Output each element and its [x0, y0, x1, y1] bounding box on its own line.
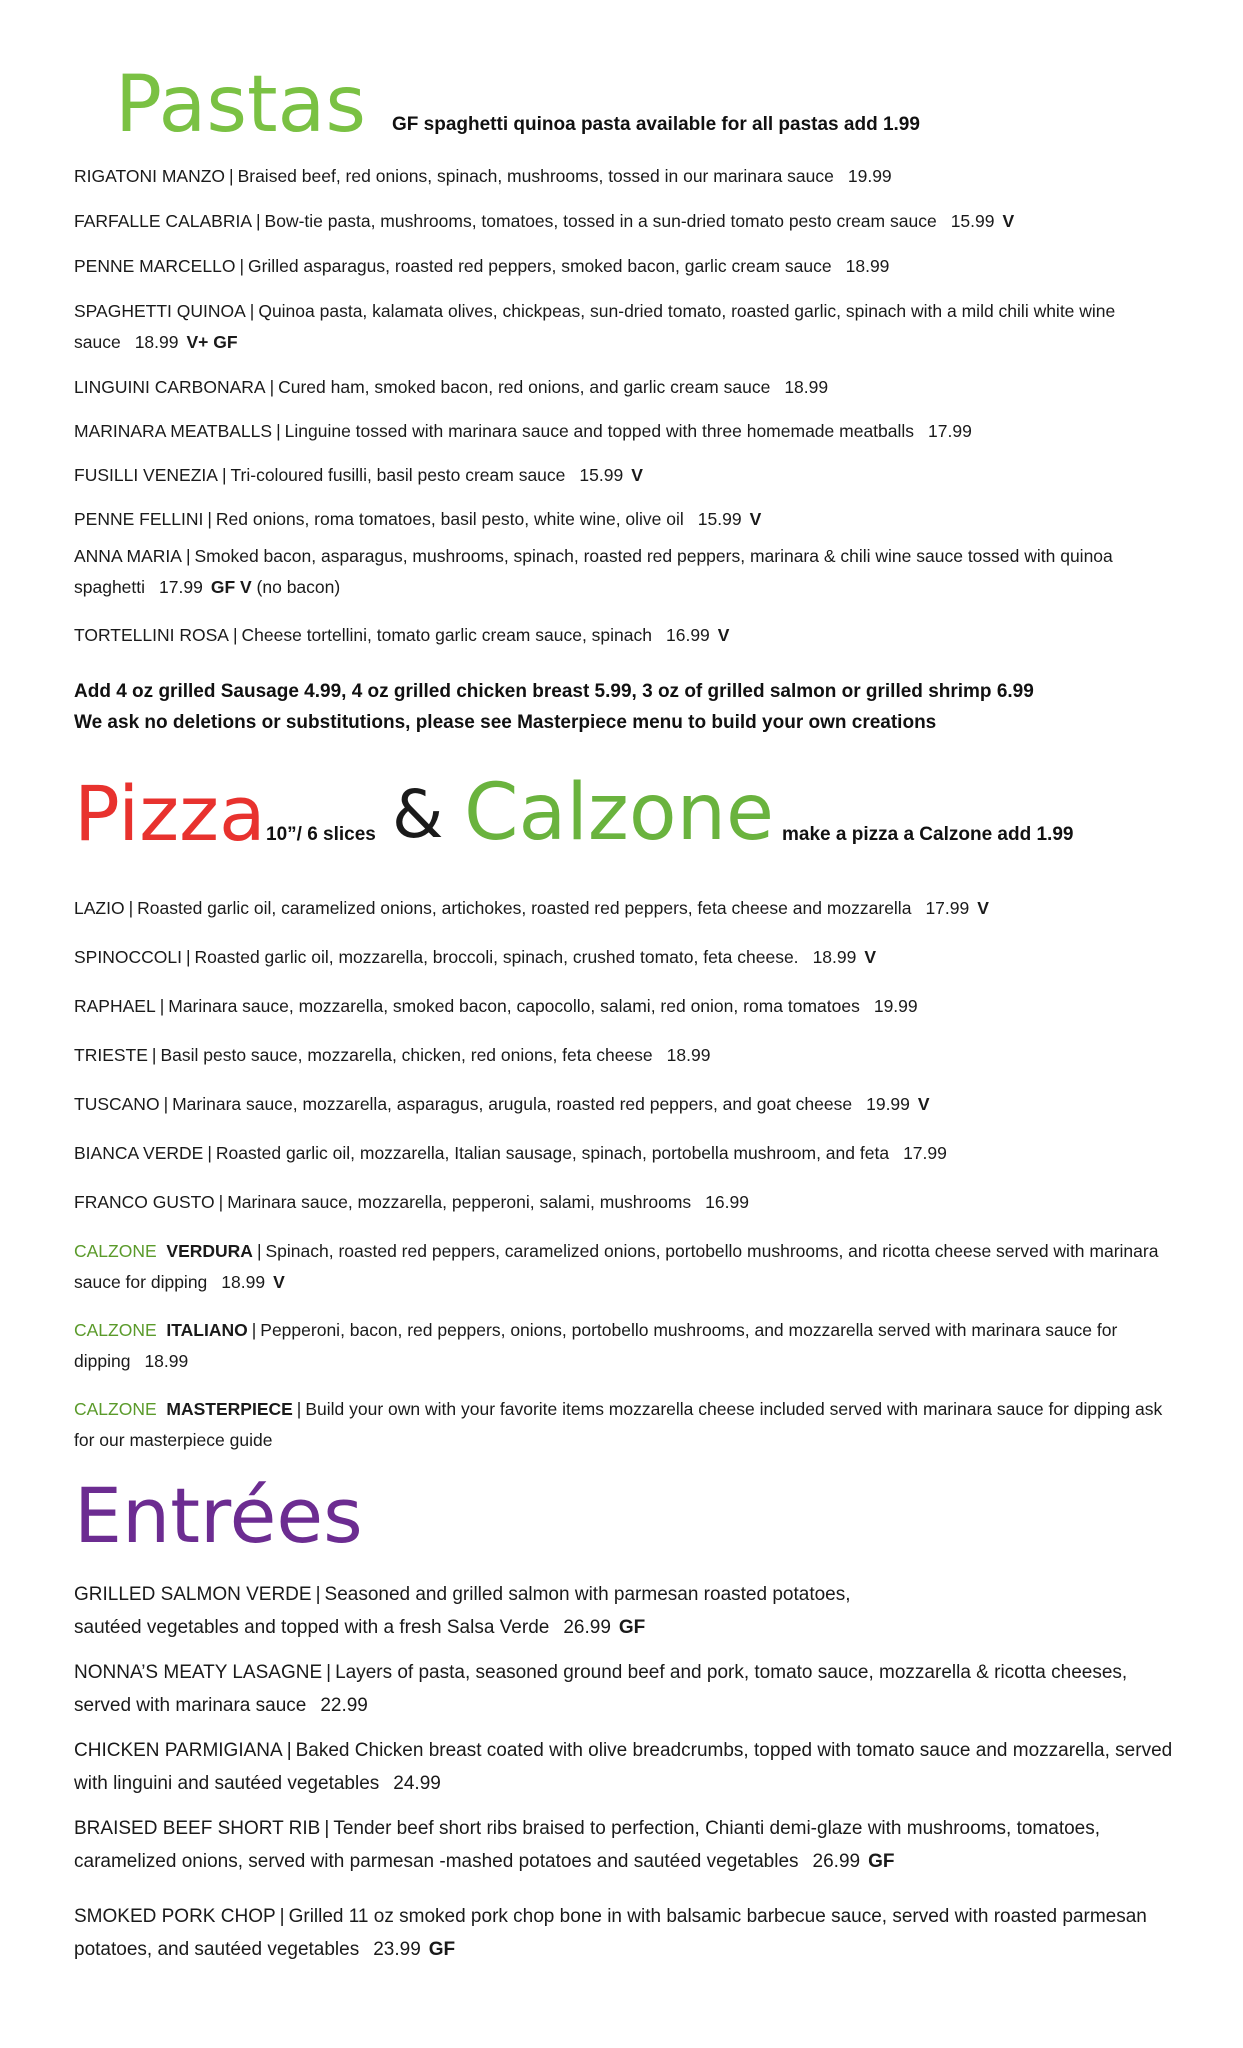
calzone-prefix: CALZONE — [74, 1241, 157, 1261]
item-price: 18.99 — [666, 1045, 711, 1065]
menu-item: LAZIO | Roasted garlic oil, caramelized onions, artichokes, roasted red peppers, feta cheese and mozzarella 17.99 V — [74, 898, 989, 918]
item-name: LINGUINI CARBONARA — [74, 377, 266, 397]
entrees-title: Entrées — [74, 1471, 363, 1560]
calzone-note: make a pizza a Calzone add 1.99 — [782, 824, 1074, 845]
item-desc: Cured ham, smoked bacon, red onions, and garlic cream sauce — [278, 377, 771, 397]
item-price: 17.99 — [903, 1143, 947, 1163]
item-name: MARINARA MEATBALLS — [74, 421, 273, 441]
item-tag-note: (no bacon) — [256, 577, 341, 597]
item-name: GRILLED SALMON VERDE — [74, 1584, 312, 1605]
item-name: RAPHAEL — [74, 996, 156, 1016]
item-name: PENNE MARCELLO — [74, 256, 236, 276]
item-tag: V+ GF — [186, 332, 238, 352]
item-desc: Roasted garlic oil, mozzarella, broccoli, spinach, crushed tomato, feta cheese. — [194, 947, 799, 967]
item-price: 23.99 — [373, 1939, 421, 1960]
item-tag: V — [977, 898, 989, 918]
item-desc: Grilled asparagus, roasted red peppers, smoked bacon, garlic cream sauce — [247, 256, 832, 276]
item-price: 15.99 — [579, 465, 624, 485]
item-name: PENNE FELLINI — [74, 509, 204, 529]
menu-item: FRANCO GUSTO | Marinara sauce, mozzarella, pepperoni, salami, mushrooms 16.99 — [74, 1192, 749, 1212]
item-name: TORTELLINI ROSA — [74, 625, 229, 645]
item-price: 18.99 — [221, 1272, 266, 1292]
item-price: 17.99 — [925, 898, 970, 918]
item-desc: Seasoned and grilled salmon with parmesan roasted potatoes, sautéed vegetables and topped with a fresh Salsa Verde — [74, 1584, 851, 1638]
item-price: 19.99 — [847, 166, 892, 186]
menu-item: TRIESTE | Basil pesto sauce, mozzarella, chicken, red onions, feta cheese 18.99 — [74, 1045, 711, 1065]
menu-item: ANNA MARIA | Smoked bacon, asparagus, mushrooms, spinach, roasted red peppers, marinara & chili wine sauce tossed with quinoa spaghetti 17.99 GF V (no bacon) — [74, 546, 1113, 597]
item-tag: GF — [868, 1851, 895, 1872]
menu-item: BIANCA VERDE | Roasted garlic oil, mozzarella, Italian sausage, spinach, portobella mushroom, and feta 17.99 — [74, 1143, 947, 1163]
item-tag: V — [864, 947, 877, 967]
pasta-add-ons: Add 4 oz grilled Sausage 4.99, 4 oz grilled chicken breast 5.99, 3 oz of grilled salmon or grilled shrimp 6.99 — [74, 681, 1034, 702]
calzone-prefix: CALZONE — [74, 1320, 157, 1340]
item-price: 19.99 — [873, 996, 918, 1016]
item-name: MASTERPIECE — [166, 1399, 293, 1419]
item-price: 15.99 — [950, 211, 995, 231]
pasta-policy: We ask no deletions or substitutions, please see Masterpiece menu to build your own creations — [74, 712, 937, 733]
item-name: SMOKED PORK CHOP — [74, 1906, 276, 1927]
item-desc: Build your own with your favorite items mozzarella cheese included served with marinara sauce for dipping ask for our masterpiece guide — [74, 1399, 1163, 1450]
calzone-prefix: CALZONE — [74, 1399, 157, 1419]
menu-item: SMOKED PORK CHOP | Grilled 11 oz smoked pork chop bone in with balsamic barbecue sauce, served with roasted parmesan potatoes, and sautéed vegetables 23.99 GF — [74, 1906, 1147, 1960]
item-name: LAZIO — [74, 898, 125, 918]
pizza-title: Pizza — [74, 769, 266, 858]
item-tag: V — [717, 625, 730, 645]
item-name: VERDURA — [166, 1241, 253, 1261]
menu-item: RAPHAEL | Marinara sauce, mozzarella, smoked bacon, capocollo, salami, red onion, roma tomatoes 19.99 — [74, 996, 918, 1016]
menu-item: RIGATONI MANZO | Braised beef, red onions, spinach, mushrooms, tossed in our marinara sauce 19.99 — [74, 166, 892, 186]
item-price: 17.99 — [159, 577, 203, 597]
item-price: 15.99 — [697, 509, 742, 529]
item-desc: Tender beef short ribs braised to perfection, Chianti demi-glaze with mushrooms, tomatoes, caramelized onions, served with parmesan -mashed potatoes and sautéed vegetables — [74, 1818, 1101, 1872]
menu-item: SPAGHETTI QUINOA | Quinoa pasta, kalamata olives, chickpeas, sun-dried tomato, roasted garlic, spinach with a mild chili white wine sauce 18.99 V+ GF — [74, 301, 1116, 352]
item-desc: Marinara sauce, mozzarella, pepperoni, salami, mushrooms — [227, 1192, 692, 1212]
item-price: 18.99 — [144, 1351, 189, 1371]
menu-item: PENNE MARCELLO | Grilled asparagus, roasted red peppers, smoked bacon, garlic cream sauce 18.99 — [74, 256, 890, 276]
item-name: BRAISED BEEF SHORT RIB — [74, 1818, 321, 1839]
calzone-item: CALZONE ITALIANO | Pepperoni, bacon, red peppers, onions, portobello mushrooms, and mozzarella served with marinara sauce for dipping 18.99 — [74, 1320, 1118, 1371]
pastas-gf-note: GF spaghetti quinoa pasta available for all pastas add 1.99 — [392, 114, 920, 135]
item-desc: Basil pesto sauce, mozzarella, chicken, red onions, feta cheese — [160, 1045, 653, 1065]
item-desc: Smoked bacon, asparagus, mushrooms, spinach, roasted red peppers, marinara & chili wine sauce tossed with quinoa spaghetti — [74, 546, 1113, 597]
menu-item: TUSCANO | Marinara sauce, mozzarella, asparagus, arugula, roasted red peppers, and goat cheese 19.99 V — [74, 1094, 930, 1114]
item-price: 16.99 — [666, 625, 710, 645]
menu-item: FUSILLI VENEZIA | Tri-coloured fusilli, basil pesto cream sauce 15.99 V — [74, 465, 643, 485]
calzone-item: CALZONE VERDURA | Spinach, roasted red peppers, caramelized onions, portobello mushrooms, and ricotta cheese served with marinara sauce for dipping 18.99 V — [74, 1241, 1159, 1292]
item-desc: Roasted garlic oil, caramelized onions, artichokes, roasted red peppers, feta cheese and mozzarella — [137, 898, 912, 918]
item-desc: Grilled 11 oz smoked pork chop bone in with balsamic barbecue sauce, served with roasted parmesan potatoes, and sautéed vegetables — [74, 1906, 1147, 1960]
item-price: 22.99 — [320, 1695, 368, 1716]
item-desc: Tri-coloured fusilli, basil pesto cream sauce — [230, 465, 566, 485]
item-desc: Pepperoni, bacon, red peppers, onions, portobello mushrooms, and mozzarella served with marinara sauce for dipping — [74, 1320, 1118, 1371]
item-price: 16.99 — [705, 1192, 749, 1212]
item-price: 17.99 — [928, 421, 972, 441]
item-price: 18.99 — [134, 332, 179, 352]
menu-item: PENNE FELLINI | Red onions, roma tomatoes, basil pesto, white wine, olive oil 15.99 V — [74, 509, 762, 529]
item-desc: Red onions, roma tomatoes, basil pesto, white wine, olive oil — [215, 509, 684, 529]
menu-item: CHICKEN PARMIGIANA | Baked Chicken breast coated with olive breadcrumbs, topped with tomato sauce and mozzarella, served with linguini and sautéed vegetables 24.99 — [74, 1740, 1173, 1794]
item-name: BIANCA VERDE — [74, 1143, 204, 1163]
menu-item: MARINARA MEATBALLS | Linguine tossed with marinara sauce and topped with three homemade meatballs 17.99 — [74, 421, 972, 441]
calzone-item: CALZONE MASTERPIECE | Build your own with your favorite items mozzarella cheese included served with marinara sauce for dipping ask for our masterpiece guide — [74, 1399, 1163, 1450]
item-price: 26.99 — [563, 1617, 611, 1638]
menu-item: BRAISED BEEF SHORT RIB | Tender beef short ribs braised to perfection, Chianti demi-glaze with mushrooms, tomatoes, caramelized onions, served with parmesan -mashed potatoes and sautéed vegetables 26.99 GF — [74, 1818, 1101, 1872]
menu-item: GRILLED SALMON VERDE | Seasoned and grilled salmon with parmesan roasted potatoes, sautéed vegetables and topped with a fresh Salsa Verde 26.99 GF — [74, 1584, 851, 1638]
item-name: CHICKEN PARMIGIANA — [74, 1740, 283, 1761]
item-tag: GF — [428, 1939, 456, 1960]
item-desc: Baked Chicken breast coated with olive breadcrumbs, topped with tomato sauce and mozzarella, served with linguini and sautéed vegetables — [74, 1740, 1173, 1794]
pizza-size-note: 10”/ 6 slices — [266, 824, 376, 845]
item-price: 26.99 — [812, 1851, 861, 1872]
item-price: 18.99 — [784, 377, 829, 397]
item-name: TRIESTE — [74, 1045, 148, 1065]
item-tag: V — [273, 1272, 285, 1292]
item-desc: Braised beef, red onions, spinach, mushrooms, tossed in our marinara sauce — [237, 166, 834, 186]
item-tag: V — [1002, 211, 1015, 231]
item-price: 24.99 — [393, 1773, 441, 1794]
item-name: FARFALLE CALABRIA — [74, 211, 252, 231]
item-price: 19.99 — [866, 1094, 910, 1114]
item-tag: V — [917, 1094, 930, 1114]
menu-item: LINGUINI CARBONARA | Cured ham, smoked bacon, red onions, and garlic cream sauce 18.99 — [74, 377, 829, 397]
ampersand: & — [392, 776, 444, 853]
item-name: ANNA MARIA — [74, 546, 182, 566]
item-desc: Spinach, roasted red peppers, caramelized onions, portobello mushrooms, and ricotta cheese served with marinara sauce for dipping — [74, 1241, 1159, 1292]
item-desc: Layers of pasta, seasoned ground beef and pork, tomato sauce, mozzarella & ricotta cheeses, served with marinara sauce — [74, 1662, 1128, 1716]
item-name: NONNA’S MEATY LASAGNE — [74, 1662, 323, 1683]
item-desc: Bow-tie pasta, mushrooms, tomatoes, tossed in a sun-dried tomato pesto cream sauce — [264, 211, 937, 231]
item-tag: V — [749, 509, 762, 529]
item-desc: Roasted garlic oil, mozzarella, Italian sausage, spinach, portobella mushroom, and feta — [215, 1143, 890, 1163]
item-tag: V — [631, 465, 643, 485]
item-name: RIGATONI MANZO — [74, 166, 226, 186]
menu-item: SPINOCCOLI | Roasted garlic oil, mozzarella, broccoli, spinach, crushed tomato, feta cheese. 18.99 V — [74, 947, 877, 967]
menu-item: TORTELLINI ROSA | Cheese tortellini, tomato garlic cream sauce, spinach 16.99 V — [74, 625, 730, 645]
item-name: TUSCANO — [74, 1094, 160, 1114]
item-desc: Cheese tortellini, tomato garlic cream sauce, spinach — [241, 625, 652, 645]
item-desc: Linguine tossed with marinara sauce and topped with three homemade meatballs — [284, 421, 915, 441]
item-desc: Marinara sauce, mozzarella, asparagus, arugula, roasted red peppers, and goat cheese — [172, 1094, 853, 1114]
item-tag: GF V (no bacon) — [210, 577, 341, 597]
calzone-title: Calzone — [464, 768, 775, 858]
item-tag: GF — [618, 1617, 646, 1638]
menu-item: NONNA’S MEATY LASAGNE | Layers of pasta, seasoned ground beef and pork, tomato sauce, mozzarella & ricotta cheeses, served with marinara sauce 22.99 — [74, 1662, 1128, 1716]
pastas-title: Pastas — [115, 60, 366, 150]
item-price: 18.99 — [812, 947, 857, 967]
item-price: 18.99 — [845, 256, 890, 276]
item-name: ITALIANO — [166, 1320, 248, 1340]
item-name: SPAGHETTI QUINOA — [74, 301, 246, 321]
item-desc: Quinoa pasta, kalamata olives, chickpeas, sun-dried tomato, roasted garlic, spinach with a mild chili white wine sauce — [74, 301, 1116, 352]
menu-item: FARFALLE CALABRIA | Bow-tie pasta, mushrooms, tomatoes, tossed in a sun-dried tomato pesto cream sauce 15.99 V — [74, 211, 1015, 231]
item-name: FUSILLI VENEZIA — [74, 465, 218, 485]
item-name: FRANCO GUSTO — [74, 1192, 215, 1212]
item-desc: Marinara sauce, mozzarella, smoked bacon, capocollo, salami, red onion, roma tomatoes — [168, 996, 860, 1016]
item-name: SPINOCCOLI — [74, 947, 182, 967]
